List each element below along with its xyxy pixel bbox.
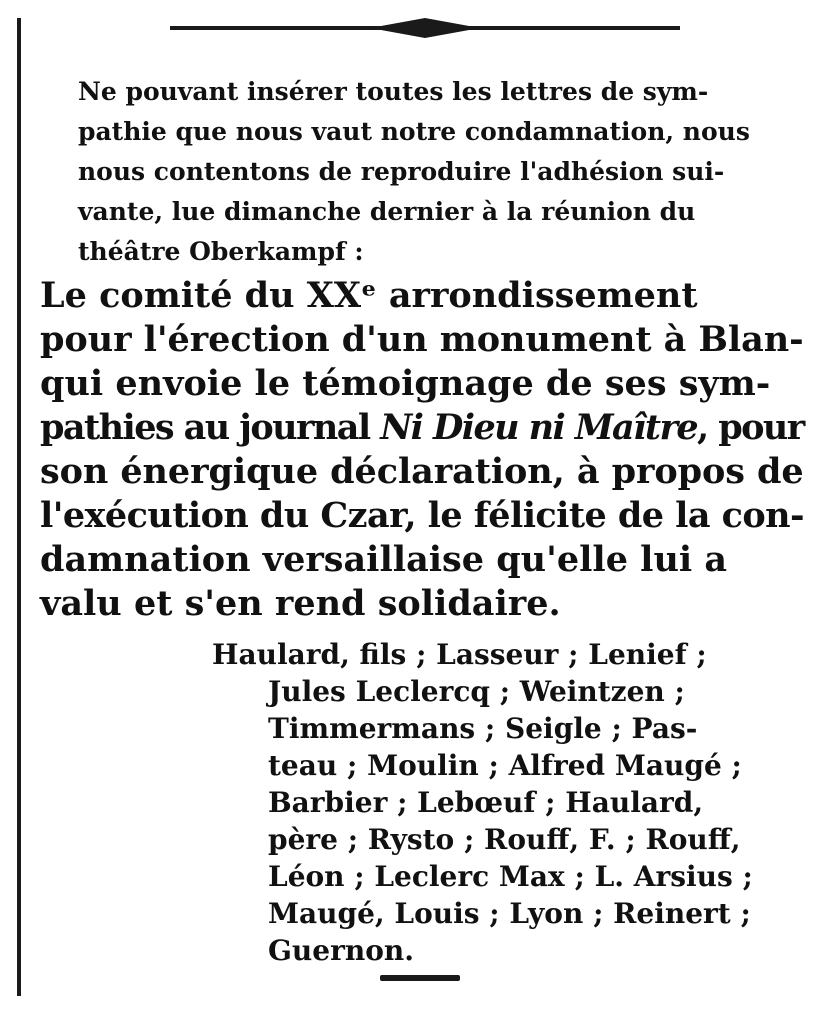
intro-line: nous contentons de reproduire l'adhésion sui- xyxy=(78,157,725,186)
letter-line: pour l'érection d'un monument à Blan- xyxy=(40,319,804,360)
letter-paragraph xyxy=(40,274,804,626)
signatory-line: Maugé, Louis ; Lyon ; Reinert ; xyxy=(268,897,751,930)
letter-line: damnation versaillaise qu'elle lui a xyxy=(40,539,728,580)
signatory-line: Jules Leclercq ; Weintzen ; xyxy=(268,675,685,708)
signatories-list xyxy=(212,636,808,969)
column-rule xyxy=(17,18,21,996)
letter-line: l'exécution du Czar, le félicite de la con- xyxy=(40,495,804,536)
short-end-rule-icon xyxy=(380,975,460,981)
letter-line: Le comité du XXᵉ arrondissement xyxy=(40,275,698,316)
journal-title: Ni Dieu ni Maître xyxy=(380,407,698,448)
letter-text: pathies au journal xyxy=(40,407,381,448)
signatory-line: teau ; Moulin ; Alfred Maugé ; xyxy=(268,749,742,782)
signatory-line: Timmermans ; Seigle ; Pas- xyxy=(268,712,698,745)
letter-text: , pour xyxy=(697,407,804,448)
intro-line: Ne pouvant insérer toutes les lettres de sym- xyxy=(78,77,709,106)
decorative-rule-diamond-icon xyxy=(170,16,680,40)
signatory-line: Léon ; Leclerc Max ; L. Arsius ; xyxy=(268,860,753,893)
signatory-line: père ; Rysto ; Rouff, F. ; Rouff, xyxy=(268,823,741,856)
intro-paragraph xyxy=(78,72,802,272)
letter-line: son énergique déclaration, à propos de xyxy=(40,451,804,492)
intro-line: vante, lue dimanche dernier à la réunion du xyxy=(78,197,696,226)
intro-line: théâtre Oberkampf : xyxy=(78,237,364,266)
letter-line: valu et s'en rend solidaire. xyxy=(40,583,561,624)
signatory-line: Barbier ; Lebœuf ; Haulard, xyxy=(268,786,704,819)
intro-line: pathie que nous vaut notre condamnation, nous xyxy=(78,117,750,146)
letter-line xyxy=(40,406,804,450)
signatory-line: Haulard, fils ; Lasseur ; Lenief ; xyxy=(212,638,707,671)
signatory-line: Guernon. xyxy=(268,934,414,967)
letter-line: qui envoie le témoignage de ses sym- xyxy=(40,363,771,404)
